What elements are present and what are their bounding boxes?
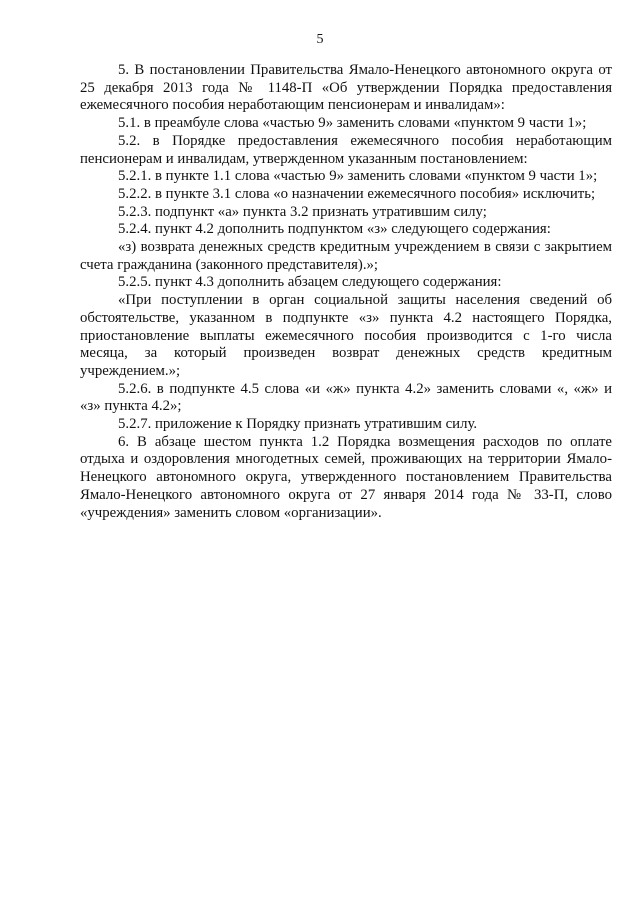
paragraph-5-2-2: 5.2.2. в пункте 3.1 слова «о назначении ежемесячного пособия» исключить; (118, 185, 596, 202)
quoted-subpoint-z: «з) возврата денежных средств кредитным учреждением в связи с закрытием счета гражданина (законного представителя).»; (80, 239, 612, 273)
paragraph-5-2-5: 5.2.5. пункт 4.3 дополнить абзацем следующего содержания: (118, 274, 502, 291)
paragraph-5-2-1: 5.2.1. в пункте 1.1 слова «частью 9» заменить словами «пунктом 9 части 1»; (118, 168, 598, 185)
paragraph-5-2-3: 5.2.3. подпункт «а» пункта 3.2 признать утратившим силу; (118, 203, 487, 220)
quoted-new-paragraph: «При поступлении в орган социальной защиты населения сведений об обстоятельстве, указанном в подпункте «з» пункта 4.2 настоящего Порядка, приостановление выплаты ежемесячного пособия производится с 1-го числа месяца, за который произведен возврат денежных средств кредитным учреждением.»; (80, 292, 612, 379)
paragraph-5-1: 5.1. в преамбуле слова «частью 9» заменить словами «пунктом 9 части 1»; (118, 115, 587, 132)
paragraph-5-2: 5.2. в Порядке предоставления ежемесячного пособия неработающим пенсионерам и инвалидам, утвержденном указанным постановлением: (80, 132, 612, 167)
paragraph-5-2-6: 5.2.6. в подпункте 4.5 слова «и «ж» пункта 4.2» заменить словами «, «ж» и «з» пункта 4.2»; (80, 380, 612, 415)
document-body (80, 62, 612, 522)
page-number: 5 (316, 32, 324, 47)
paragraph-6: 6. В абзаце шестом пункта 1.2 Порядка возмещения расходов по оплате отдыха и оздоровления многодетных семей, проживающих на территории Ямало-Ненецкого автономного округа, утвержденного постановлением Правительства Ямало-Ненецкого автономного округа от 27 января 2014 года № 33-П, слово «учреждения» заменить словом «организации». (80, 433, 612, 521)
paragraph-5-2-4: 5.2.4. пункт 4.2 дополнить подпунктом «з» следующего содержания: (118, 221, 551, 238)
paragraph-5: 5. В постановлении Правительства Ямало-Ненецкого автономного округа от 25 декабря 2013 года № 1148-П «Об утверждении Порядка предоставления ежемесячного пособия неработающим пенсионерам и инвалидам»: (80, 62, 612, 114)
paragraph-5-2-7: 5.2.7. приложение к Порядку признать утратившим силу. (118, 416, 478, 433)
